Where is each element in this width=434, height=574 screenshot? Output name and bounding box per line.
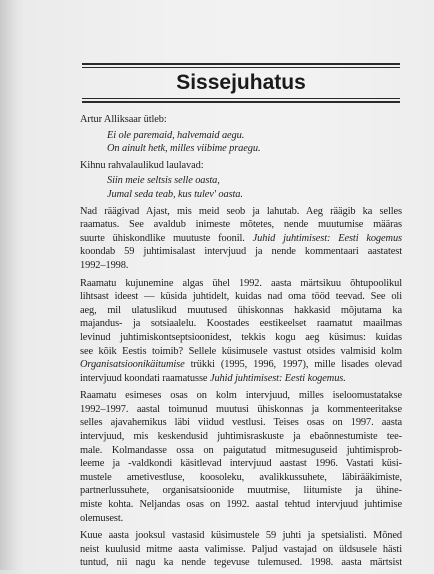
quote-intro-2: Kihnu rahvalaulikud laulavad:: [80, 159, 204, 171]
book-title: Organisatsioonikäitumise: [80, 359, 185, 371]
text-line: 1992–1998.: [80, 259, 129, 271]
text-line: mustele ametivestluse, koosoleku, avalikkussuhete, läbirääkimiste,: [80, 471, 402, 483]
text-line: koondab 59 juhtimisalast intervjuud ja nende kommentaari aastatest: [80, 246, 402, 258]
text-line: miste kohta. Neljandas osas on 1992. aastal tehtud intervjuud juhtimise: [80, 499, 402, 511]
text-line: selles ajavahemikus läbi viidud vestlusi. Teises osas on 1997. aasta: [80, 417, 402, 429]
book-title: Juhid juhtimisest: Eesti kogemus.: [209, 372, 346, 384]
text-line: Kuue aasta jooksul vastasid küsimustele 59 juhti ja spetsialisti. Mõned: [80, 530, 402, 542]
page-shadow: [0, 0, 18, 570]
text-line: tuntud, nii nagu ka nende tegevuse tulemused. 1998. aasta märtsist: [80, 557, 402, 569]
book-title: Juhid juhtimisest: Eesti kogemus: [252, 232, 402, 244]
text-line-with-title: [80, 358, 402, 372]
text-line: Raamatu esimeses osas on kolm intervjuud, milles iseloomustatakse: [80, 390, 402, 402]
title-rule-top: [82, 63, 400, 65]
title-rule-bottom-thin: [82, 98, 400, 99]
paragraph-4: [80, 529, 402, 570]
text-line: aeg, mil ulatuslikud muutused ühiskonnas hakkasid mõjutama ka: [80, 304, 402, 316]
text-line: male. Kolmandasse ossa on paigutatud mitmesuguseid juhtimisprob-: [80, 444, 402, 456]
text-line: raamatus. See avaldub inimeste mõtetes, nende muutumise määras: [80, 219, 402, 231]
text-line: partnerlussuhete, organisatsioonide muutmise, liitumiste ja ühine-: [80, 485, 402, 497]
poem-quote-2: [107, 174, 402, 201]
poem-line: Siin meie seltsis selle oasta,: [107, 175, 220, 187]
text-line: leeme ja -valdkondi käsitlevad intervjuud aastast 1996. Vastati küsi-: [80, 458, 402, 470]
quote-intro-1: Artur Alliksaar ütleb:: [80, 114, 167, 125]
text-line: see kõik Eestis toimib? Sellele küsimusele vastust otsides valmisid kolm: [80, 345, 402, 357]
text-line: Nad räägivad Ajast, mis meid seob ja lahutab. Aeg räägib ka selles: [80, 205, 402, 217]
poem-line: Jumal seda teab, kus tulev' oasta.: [107, 188, 243, 200]
title-rule-bottom: [82, 101, 400, 103]
paragraph-1: [80, 205, 402, 273]
text-line: 1992–1997. aastal toimunud muutusi ühiskonnas ja kommenteeritakse: [80, 403, 402, 415]
paragraph-2: [80, 277, 402, 386]
text-line: levinud juhtimiskontseptsioonidest, tekkis kogu aeg küsimus: kuidas: [80, 331, 402, 343]
text-line-with-title: [80, 232, 402, 246]
poem-line: Ei ole paremaid, halvemaid aegu.: [107, 129, 245, 141]
text-fragment: intervjuud koondati raamatusse: [80, 372, 210, 384]
text-line: majandus- ja sotsiaalelu. Koostades eestikeelset raamatut maailmas: [80, 318, 402, 330]
text-line: neist kuulusid mitme aasta valimisse. Paljud vastajad on üldsusele hästi: [80, 543, 402, 555]
poem-quote-1: [107, 129, 402, 156]
paragraph-3: [80, 389, 402, 525]
poem-line: On ainult hetk, milles viibime praegu.: [107, 143, 261, 155]
text-fragment: suurte ühiskondlike muutuste foonil.: [80, 232, 253, 244]
text-line: lihtsast ideest — küsida juhtidelt, kuidas nad oma tööd teevad. See oli: [80, 291, 402, 303]
page-title: Sissejuhatus: [176, 71, 306, 94]
page-body: [80, 113, 402, 574]
text-line: Raamatu kujunemine algas ühel 1992. aasta märtsikuu õhtupoolikul: [80, 277, 402, 289]
text-line: olemusest.: [80, 512, 124, 524]
text-line: intervjuud, mis keskendusid juhtimisraskuste ja ebaõnnestumiste tee-: [80, 431, 402, 443]
text-fragment: trükki (1995, 1996, 1997), mille lisades olevad: [184, 359, 402, 371]
text-line-with-title: [80, 372, 402, 386]
